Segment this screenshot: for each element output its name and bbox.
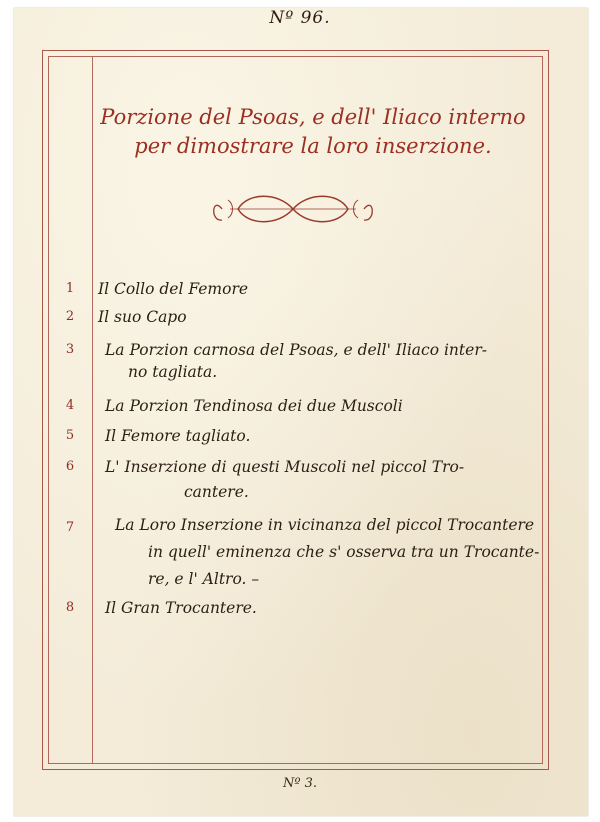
list-item: Il Collo del Femore xyxy=(98,280,249,298)
item-number: 8 xyxy=(65,600,75,615)
sheet-number: Nº 96. xyxy=(269,8,331,28)
page-title xyxy=(78,103,548,161)
list-item: L' Inserzione di questi Muscoli nel piccol Tro- xyxy=(105,458,465,476)
item-number: 5 xyxy=(65,428,75,443)
item-number: 2 xyxy=(65,309,75,324)
list-item-continuation: no tagliata. xyxy=(128,363,218,381)
item-number: 7 xyxy=(65,520,75,535)
calligraphic-flourish-icon xyxy=(208,186,378,232)
list-item: Il Gran Trocantere. xyxy=(105,599,257,617)
list-item-continuation: re, e l' Altro. – xyxy=(148,570,260,588)
list-item-continuation: in quell' eminenza che s' osserva tra un Trocante- xyxy=(148,543,540,561)
title-line-2: per dimostrare la loro inserzione. xyxy=(134,134,492,158)
list-item-continuation: cantere. xyxy=(184,483,249,501)
list-item: La Loro Inserzione in vicinanza del piccol Trocantere xyxy=(115,516,535,534)
list-item: La Porzion Tendinosa dei due Muscoli xyxy=(105,397,403,415)
margin-rule xyxy=(92,56,93,763)
title-line-1: Porzione del Psoas, e dell' Iliaco interno xyxy=(100,105,526,129)
footer-mark: Nº 3. xyxy=(282,776,318,791)
item-number: 6 xyxy=(65,459,75,474)
item-number: 4 xyxy=(65,398,75,413)
item-number: 3 xyxy=(65,342,75,357)
list-item: La Porzion carnosa del Psoas, e dell' Iliaco inter- xyxy=(105,341,487,359)
list-item: Il suo Capo xyxy=(98,308,187,326)
list-item: Il Femore tagliato. xyxy=(105,427,251,445)
item-number: 1 xyxy=(65,281,75,296)
